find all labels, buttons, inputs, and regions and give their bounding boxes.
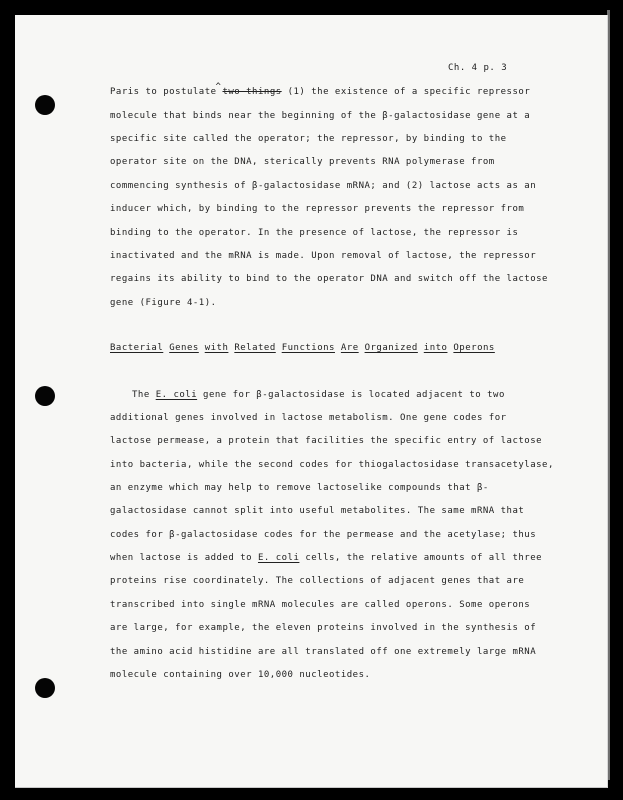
paragraph-2-line-12: the amino acid histidine are all translated off one extremely large mRNA	[110, 647, 537, 657]
paragraph-1-line-10: gene (Figure 4-1).	[110, 298, 217, 308]
paragraph-2-line-9: proteins rise coordinately. The collections of adjacent genes that are	[110, 576, 525, 586]
paragraph-1-line-4: operator site on the DNA, sterically prevents RNA polymerase from	[110, 157, 495, 167]
line-text: gene for β-galactosidase is located adjacent to two	[197, 390, 505, 400]
paragraph-1-line-8: inactivated and the mRNA is made. Upon removal of lactose, the repressor	[110, 251, 537, 261]
heading-word: with	[204, 343, 229, 353]
heading-word: Operons	[453, 343, 495, 353]
heading-word: Functions	[281, 343, 335, 353]
paragraph-2-line-5: an enzyme which may help to remove lactoselike compounds that β-	[110, 483, 489, 493]
paragraph-2-line-7: codes for β-galactosidase codes for the permease and the acetylase; thus	[110, 530, 537, 540]
document-page	[15, 15, 608, 788]
line-text: (1) the existence of a specific repressor	[281, 87, 531, 97]
paragraph-2-line-3: lactose permease, a protein that facilities the specific entry of lactose	[110, 436, 543, 446]
species-name: E. coli	[257, 553, 300, 563]
paragraph-2-line-10: transcribed into single mRNA molecules are called operons. Some operons	[110, 600, 531, 610]
paragraph-2-line-1	[132, 390, 505, 400]
paragraph-1-line-5: commencing synthesis of β-galactosidase mRNA; and (2) lactose acts as an	[110, 181, 537, 191]
heading-word: Organized	[364, 343, 418, 353]
heading-word: Bacterial	[110, 343, 164, 353]
section-heading	[110, 343, 495, 353]
paragraph-1-line-9: regains its ability to bind to the operator DNA and switch off the lactose	[110, 274, 548, 284]
paragraph-1-line-3: specific site called the operator; the repressor, by binding to the	[110, 134, 507, 144]
line-text: The	[132, 390, 156, 400]
heading-word: Related	[234, 343, 276, 353]
paragraph-2-line-11: are large, for example, the eleven proteins involved in the synthesis of	[110, 623, 537, 633]
species-name: E. coli	[155, 390, 198, 400]
heading-word: Are	[340, 343, 359, 353]
paragraph-2-line-8	[110, 553, 542, 563]
paragraph-1-line-7: binding to the operator. In the presence of lactose, the repressor is	[110, 228, 519, 238]
heading-word: into	[423, 343, 448, 353]
paragraph-1-line-6: inducer which, by binding to the repressor prevents the repressor from	[110, 204, 525, 214]
insertion-caret: ^	[215, 82, 222, 92]
paragraph-2-line-4: into bacteria, while the second codes for thiogalactosidase transacetylase,	[110, 460, 554, 470]
typed-text	[15, 15, 607, 787]
paragraph-1-line-1	[110, 82, 531, 97]
line-text: Paris to postulate	[110, 87, 217, 97]
struck-text: two things	[222, 87, 282, 97]
line-text: when lactose is added to	[110, 553, 258, 563]
paragraph-2-line-6: galactosidase cannot split into useful metabolites. The same mRNA that	[110, 506, 525, 516]
page-number: Ch. 4 p. 3	[448, 63, 508, 73]
heading-word: Genes	[169, 343, 199, 353]
paragraph-2-line-13: molecule containing over 10,000 nucleotides.	[110, 670, 371, 680]
paragraph-2-line-2: additional genes involved in lactose metabolism. One gene codes for	[110, 413, 507, 423]
line-text: cells, the relative amounts of all three	[299, 553, 543, 563]
paragraph-1-line-2: molecule that binds near the beginning of the β-galactosidase gene at a	[110, 111, 531, 121]
